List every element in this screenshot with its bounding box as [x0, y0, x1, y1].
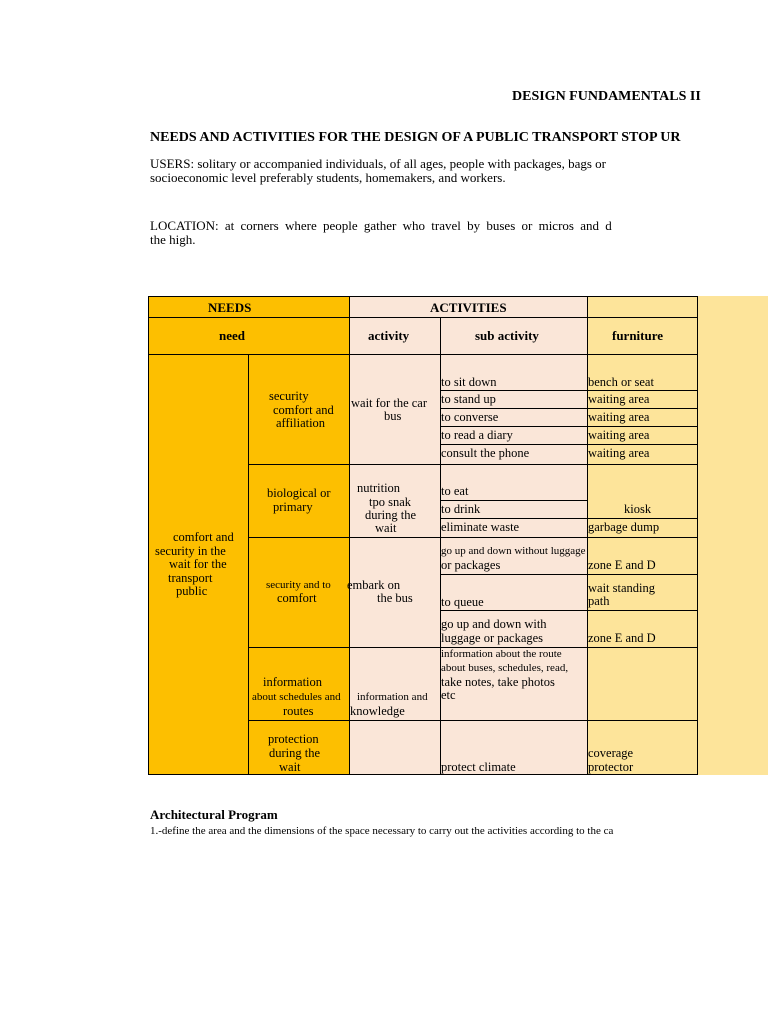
furniture-text: waiting area — [588, 428, 650, 442]
subactivity-text: eliminate waste — [441, 520, 520, 534]
furniture-text: bench or seat — [588, 375, 654, 389]
furniture-cell — [587, 390, 698, 409]
location-text-line-2: the high. — [150, 232, 196, 247]
subactivity-text: about buses, schedules, read, — [441, 662, 569, 674]
furniture-cell — [587, 720, 698, 775]
activity-line: information and — [357, 691, 428, 703]
furniture-column-header — [587, 317, 698, 355]
users-text-line-2: socioeconomic level preferably students, homemakers, and workers. — [150, 170, 506, 185]
furniture-cell — [587, 354, 698, 391]
furniture-text: zone E and D — [588, 631, 656, 645]
activity-label: activity — [368, 328, 410, 343]
main-need-line: transport — [168, 571, 213, 585]
subactivity-cell — [440, 390, 588, 409]
subactivity-cell — [440, 720, 588, 775]
activity-cell-wait — [349, 354, 441, 465]
subactivity-text: take notes, take photos — [441, 675, 555, 689]
main-need-line: wait for the — [169, 557, 227, 571]
users-text-line-1: USERS: solitary or accompanied individuals, of all ages, people with packages, bags or — [150, 156, 606, 171]
subactivity-column-header — [440, 317, 588, 355]
activity-column-header — [349, 317, 441, 355]
need-line: biological or — [267, 486, 331, 500]
subactivity-text: to drink — [441, 502, 481, 516]
activity-line: wait for the car — [351, 396, 428, 410]
subactivity-text: go up and down without luggage — [441, 545, 586, 557]
activity-line: the bus — [377, 591, 413, 605]
subactivity-text: protect climate — [441, 760, 516, 774]
furniture-text: waiting area — [588, 392, 650, 406]
activity-line: tpo snak — [369, 495, 412, 509]
furniture-text: waiting area — [588, 446, 650, 460]
subactivity-cell — [440, 537, 588, 575]
main-need-line: public — [176, 584, 208, 598]
furniture-cell — [587, 647, 698, 721]
subactivity-cell — [440, 426, 588, 445]
subactivity-text: to queue — [441, 595, 484, 609]
subactivity-cell — [440, 354, 588, 391]
need-line: information — [263, 675, 323, 689]
subactivity-cell — [440, 408, 588, 427]
need-cell-embark — [248, 537, 350, 648]
furniture-cell — [587, 408, 698, 427]
needs-header: NEEDS — [208, 300, 252, 315]
furniture-cell — [587, 444, 698, 465]
activity-line: bus — [384, 409, 402, 423]
need-line: comfort and — [273, 403, 334, 417]
furniture-cell — [587, 574, 698, 611]
subactivity-label: sub activity — [475, 328, 539, 343]
need-line: primary — [273, 500, 313, 514]
furniture-cell — [587, 610, 698, 648]
subactivity-cell — [440, 464, 588, 501]
furniture-cell — [587, 464, 698, 519]
activity-line: wait — [375, 521, 397, 535]
program-title: Architectural Program — [150, 807, 278, 822]
subactivity-text: go up and down with — [441, 617, 547, 631]
furniture-cell — [587, 518, 698, 538]
subactivity-text: information about the route — [441, 648, 562, 660]
need-line: wait — [279, 760, 301, 774]
need-line: about schedules and — [252, 691, 341, 703]
needs-activities-table — [148, 296, 698, 775]
main-need-line: comfort and — [173, 530, 234, 544]
activity-line: nutrition — [357, 481, 401, 495]
furniture-text: path — [588, 594, 610, 608]
furniture-text: coverage — [588, 746, 634, 760]
need-line: routes — [283, 704, 314, 718]
need-cell-biological — [248, 464, 350, 538]
subactivity-cell — [440, 610, 588, 648]
furniture-label: furniture — [612, 328, 664, 343]
main-need-line: security in the — [155, 544, 226, 558]
activity-cell-embark — [349, 537, 441, 648]
subactivity-text: to read a diary — [441, 428, 513, 442]
needs-header-cell — [148, 296, 350, 318]
need-label: need — [219, 328, 245, 343]
subactivity-text: etc — [441, 688, 456, 702]
need-column-header — [148, 317, 350, 355]
need-line: protection — [268, 732, 319, 746]
furniture-text: zone E and D — [588, 558, 656, 572]
need-line: security and to — [266, 579, 331, 591]
activities-header-cell — [349, 296, 588, 318]
activity-line: knowledge — [350, 704, 405, 718]
subactivity-text: luggage or packages — [441, 631, 544, 645]
subactivity-text: to sit down — [441, 375, 497, 389]
document-title: NEEDS AND ACTIVITIES FOR THE DESIGN OF A PUBLIC TRANSPORT STOP UR — [150, 130, 681, 145]
main-need-cell — [148, 354, 249, 775]
subactivity-text: consult the phone — [441, 446, 530, 460]
subactivity-cell — [440, 518, 588, 538]
furniture-cell — [587, 426, 698, 445]
subactivity-cell — [440, 444, 588, 465]
need-cell-protection — [248, 720, 350, 775]
activity-cell-nutrition — [349, 464, 441, 538]
need-line: during the — [269, 746, 321, 760]
activity-line: during the — [365, 508, 417, 522]
furniture-text: protector — [588, 760, 634, 774]
course-title: DESIGN FUNDAMENTALS II — [512, 89, 701, 104]
activity-cell-information — [349, 647, 441, 721]
furniture-text: wait standing — [588, 581, 656, 595]
activity-line: embark on — [347, 578, 401, 592]
location-text-line-1: LOCATION: at corners where people gather who travel by buses or micros and d — [150, 218, 612, 233]
subactivity-text: to eat — [441, 484, 469, 498]
need-cell-security — [248, 354, 350, 465]
furniture-top-cell — [587, 296, 698, 318]
need-line: security — [269, 389, 309, 403]
subactivity-text: to stand up — [441, 392, 496, 406]
furniture-text: waiting area — [588, 410, 650, 424]
activities-header: ACTIVITIES — [430, 300, 507, 315]
subactivity-cell — [440, 500, 588, 519]
furniture-text: garbage dump — [588, 520, 660, 534]
subactivity-cell — [440, 574, 588, 611]
need-line: affiliation — [276, 416, 326, 430]
subactivity-text: to converse — [441, 410, 499, 424]
activity-cell-protection — [349, 720, 441, 775]
right-color-band — [698, 296, 768, 775]
furniture-cell — [587, 537, 698, 575]
program-item-1: 1.-define the area and the dimensions of the space necessary to carry out the activities according to the ca — [150, 825, 614, 837]
subactivity-cell — [440, 647, 588, 721]
subactivity-text: or packages — [441, 558, 501, 572]
furniture-text: kiosk — [624, 502, 652, 516]
need-line: comfort — [277, 591, 317, 605]
need-cell-information — [248, 647, 350, 721]
